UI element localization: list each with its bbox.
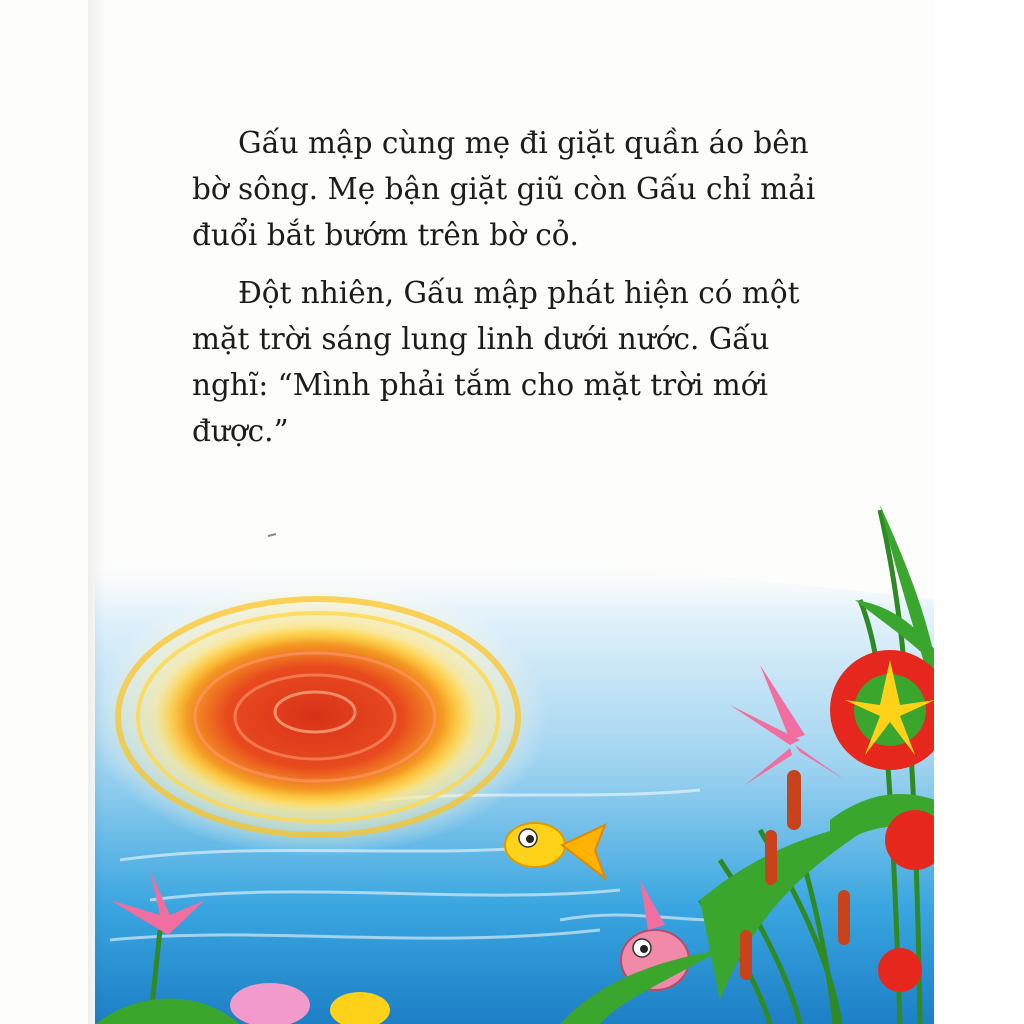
page-spine-shadow bbox=[88, 0, 106, 1024]
story-paragraph-1: Gấu mập cùng mẹ đi giặt quần áo bên bờ sông. Mẹ bận giặt giũ còn Gấu chỉ mải đuổi bắt bướm trên bờ cỏ. bbox=[192, 126, 816, 252]
sun-reflection-icon bbox=[88, 577, 548, 857]
story-paragraph-2: Đột nhiên, Gấu mập phát hiện có một mặt trời sáng lung linh dưới nước. Gấu nghĩ: “Mình phải tắm cho mặt trời mới được.” bbox=[192, 276, 800, 448]
story-text bbox=[192, 120, 852, 466]
page-right-margin bbox=[934, 0, 1024, 1024]
